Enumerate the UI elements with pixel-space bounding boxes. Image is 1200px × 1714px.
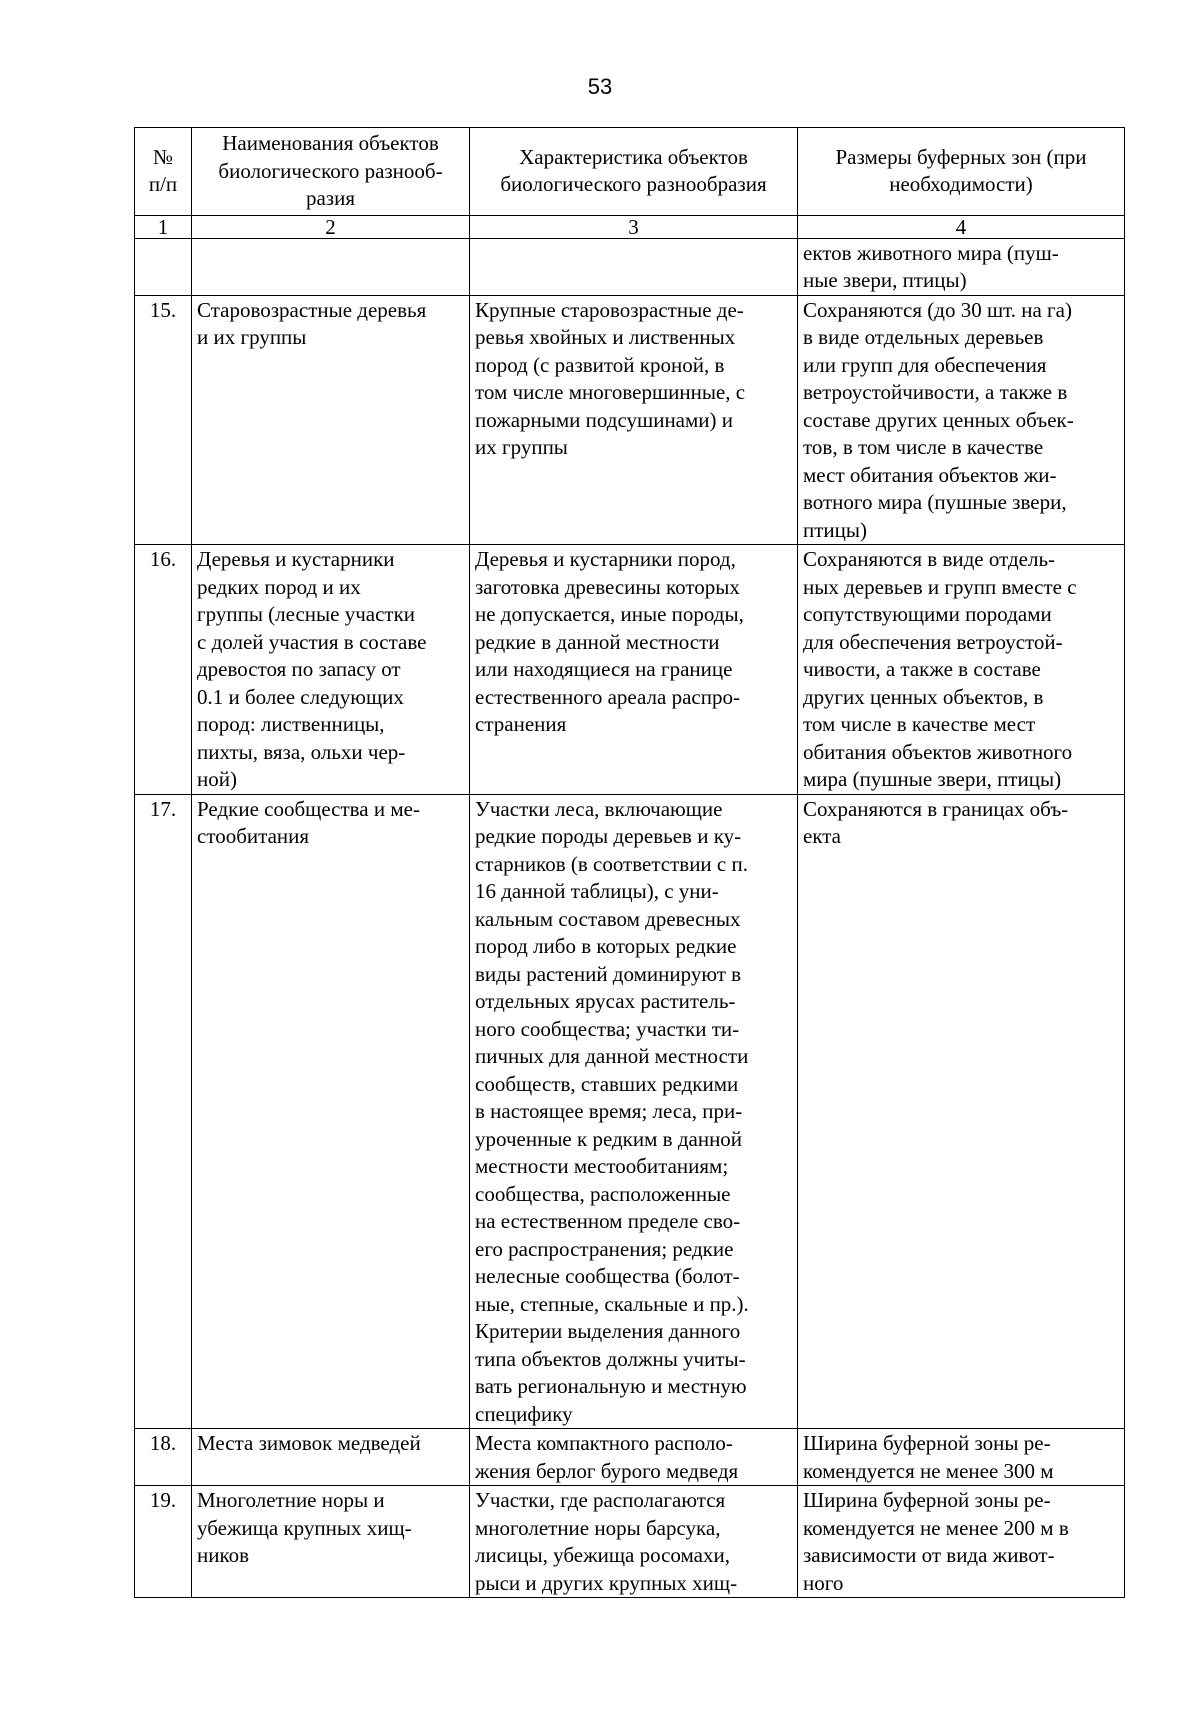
text-line: Старовозрастные деревья <box>197 297 427 322</box>
text-line: Сохраняются в границах объ- <box>803 796 1069 821</box>
text-line: биологического разнооб- <box>218 158 443 183</box>
text-line: старников (в соответствии с п. <box>475 851 748 876</box>
text-line: кальным составом древесных <box>475 906 741 931</box>
text-line: п/п <box>148 172 178 197</box>
column-number-row <box>135 215 1125 238</box>
table-row <box>135 295 1125 545</box>
text-line: ных деревьев и групп вместе с <box>803 574 1077 599</box>
row-number: 17. <box>135 794 192 1429</box>
text-line: не допускается, иные породы, <box>475 602 744 626</box>
header-number <box>135 128 192 216</box>
text-line: комендуется не менее 300 м <box>803 1458 1054 1483</box>
object-name-cell <box>192 1486 470 1598</box>
text-line: их группы <box>475 435 568 459</box>
text-line: Места компактного располо- <box>475 1431 733 1455</box>
text-line: группы (лесные участки <box>197 602 416 626</box>
buffer-cell <box>798 545 1125 795</box>
buffer-cell <box>798 794 1125 1429</box>
text-line: Размеры буферных зон (при <box>835 144 1087 169</box>
text-line: вотного мира (пушные звери, <box>803 490 1067 514</box>
characteristic-cell <box>470 238 798 295</box>
table-row <box>135 1429 1125 1486</box>
text-line: нелесные сообщества (болот- <box>475 1264 740 1288</box>
table-header-row <box>135 128 1125 216</box>
text-line: в настоящее время; леса, при- <box>475 1099 743 1123</box>
text-line: том числе в качестве мест <box>803 712 1036 736</box>
text-line: пихты, вяза, ольхи чер- <box>197 739 406 764</box>
text-line: ного сообщества; участки ти- <box>475 1016 740 1041</box>
column-number: 4 <box>798 215 1125 238</box>
text-line: Крупные старовозрастные де- <box>475 297 744 322</box>
text-line: птицы) <box>803 517 867 542</box>
text-line: Сохраняются в виде отдель- <box>803 547 1056 571</box>
table-row <box>135 1486 1125 1598</box>
text-line: Критерии выделения данного <box>475 1319 741 1343</box>
text-line: сообществ, ставших редкими <box>475 1071 739 1096</box>
text-line: обитания объектов животного <box>803 739 1073 764</box>
header-buffer-size <box>798 128 1125 216</box>
text-line: комендуется не менее 200 м в <box>803 1515 1069 1540</box>
text-line: ной) <box>197 767 237 791</box>
text-line: для обеспечения ветроустой- <box>803 629 1063 654</box>
row-number: 15. <box>135 295 192 545</box>
text-line: древостоя по запасу от <box>197 657 401 681</box>
text-line: Многолетние норы и <box>197 1488 385 1512</box>
column-number: 2 <box>192 215 470 238</box>
text-line: 0.1 и более следующих <box>197 684 404 709</box>
text-line: пожарными подсушинами) и <box>475 407 734 432</box>
text-line: местности местообитаниям; <box>475 1154 729 1178</box>
text-line: Места зимовок медведей <box>197 1431 421 1455</box>
table-row <box>135 238 1125 295</box>
text-line: ветроустойчивости, а также в <box>803 380 1068 404</box>
text-line: сообщества, расположенные <box>475 1181 731 1206</box>
text-line: том числе многовершинные, с <box>475 380 746 404</box>
text-line: уроченные к редким в данной <box>475 1126 743 1151</box>
characteristic-cell <box>470 295 798 545</box>
characteristic-cell <box>470 794 798 1429</box>
text-line: необходимости) <box>889 172 1033 197</box>
buffer-cell <box>798 1429 1125 1486</box>
text-line: ревья хвойных и лиственных <box>475 325 736 349</box>
text-line: убежища крупных хищ- <box>197 1515 412 1540</box>
text-line: естественного ареала распро- <box>475 684 740 709</box>
row-number: 18. <box>135 1429 192 1486</box>
table-row <box>135 545 1125 795</box>
buffer-cell <box>798 238 1125 295</box>
text-line: лисицы, убежища росомахи, <box>475 1543 730 1567</box>
text-line: зависимости от вида живот- <box>803 1543 1055 1567</box>
text-line: Деревья и кустарники пород, <box>475 547 736 571</box>
text-line: специфику <box>475 1401 573 1426</box>
characteristic-cell <box>470 1486 798 1598</box>
column-number: 1 <box>135 215 192 238</box>
buffer-cell <box>798 295 1125 545</box>
page-number: 53 <box>587 74 613 99</box>
text-line: заготовка древесины которых <box>475 574 740 599</box>
text-line: мест обитания объектов жи- <box>803 462 1057 487</box>
text-line: Участки леса, включающие <box>475 796 723 821</box>
row-number: 16. <box>135 545 192 795</box>
buffer-cell <box>798 1486 1125 1598</box>
characteristic-cell <box>470 1429 798 1486</box>
object-name-cell <box>192 295 470 545</box>
text-line: Ширина буферной зоны ре- <box>803 1431 1051 1455</box>
column-number: 3 <box>470 215 798 238</box>
text-line: на естественном пределе сво- <box>475 1209 741 1233</box>
text-line: биологического разнообразия <box>500 172 767 197</box>
text-line: пород либо в которых редкие <box>475 934 737 958</box>
text-line: составе других ценных объек- <box>803 407 1074 432</box>
text-line: отдельных ярусах раститель- <box>475 989 736 1013</box>
header-characteristic <box>470 128 798 216</box>
text-line: ектов животного мира (пуш- <box>803 240 1059 265</box>
text-line: пичных для данной местности <box>475 1044 749 1068</box>
text-line: Деревья и кустарники <box>197 547 395 571</box>
table-row <box>135 794 1125 1429</box>
text-line: или групп для обеспечения <box>803 352 1047 377</box>
object-name-cell <box>192 1429 470 1486</box>
text-line: пород: лиственницы, <box>197 712 385 736</box>
characteristic-cell <box>470 545 798 795</box>
object-name-cell <box>192 794 470 1429</box>
text-line: жения берлог бурого медведя <box>475 1458 739 1483</box>
text-line: с долей участия в составе <box>197 629 427 654</box>
row-number: 19. <box>135 1486 192 1598</box>
text-line: 16 данной таблицы), с уни- <box>475 879 719 903</box>
text-line: Ширина буферной зоны ре- <box>803 1488 1051 1512</box>
text-line: его распространения; редкие <box>475 1236 734 1261</box>
object-name-cell <box>192 545 470 795</box>
text-line: Характеристика объектов <box>519 144 748 169</box>
text-line: Участки, где располагаются <box>475 1488 726 1512</box>
text-line: ного <box>803 1570 844 1595</box>
text-line: в виде отдельных деревьев <box>803 325 1044 349</box>
text-line: стообитания <box>197 824 310 848</box>
text-line: пород (с развитой кроной, в <box>475 352 725 377</box>
text-line: рыси и других крупных хищ- <box>475 1570 738 1595</box>
text-line: мира (пушные звери, птицы) <box>803 767 1062 791</box>
text-line: странения <box>475 712 567 736</box>
text-line: редкие в данной местности <box>475 629 720 654</box>
text-line: редких пород и их <box>197 574 361 599</box>
text-line: сопутствующими породами <box>803 602 1052 626</box>
object-name-cell <box>192 238 470 295</box>
biodiversity-table <box>134 127 1125 1598</box>
text-line: ников <box>197 1543 250 1567</box>
header-object-name <box>192 128 470 216</box>
text-line: чивости, а также в составе <box>803 657 1041 681</box>
text-line: типа объектов должны учиты- <box>475 1346 746 1371</box>
text-line: тов, в том числе в качестве <box>803 435 1044 459</box>
text-line: разия <box>305 186 355 210</box>
text-line: виды растений доминируют в <box>475 961 742 986</box>
text-line: других ценных объектов, в <box>803 684 1044 709</box>
text-line: ные звери, птицы) <box>803 268 967 292</box>
text-line: редкие породы деревьев и ку- <box>475 824 742 848</box>
row-number <box>135 238 192 295</box>
text-line: Наименования объектов <box>222 131 439 155</box>
text-line: № <box>152 144 174 169</box>
text-line: вать региональную и местную <box>475 1374 747 1398</box>
text-line: ные, степные, скальные и пр.). <box>475 1291 749 1316</box>
text-line: Сохраняются (до 30 шт. на га) <box>803 297 1072 322</box>
text-line: Редкие сообщества и ме- <box>197 796 420 821</box>
text-line: и их группы <box>197 325 307 349</box>
text-line: или находящиеся на границе <box>475 657 733 681</box>
text-line: многолетние норы барсука, <box>475 1515 721 1540</box>
text-line: екта <box>803 824 842 848</box>
